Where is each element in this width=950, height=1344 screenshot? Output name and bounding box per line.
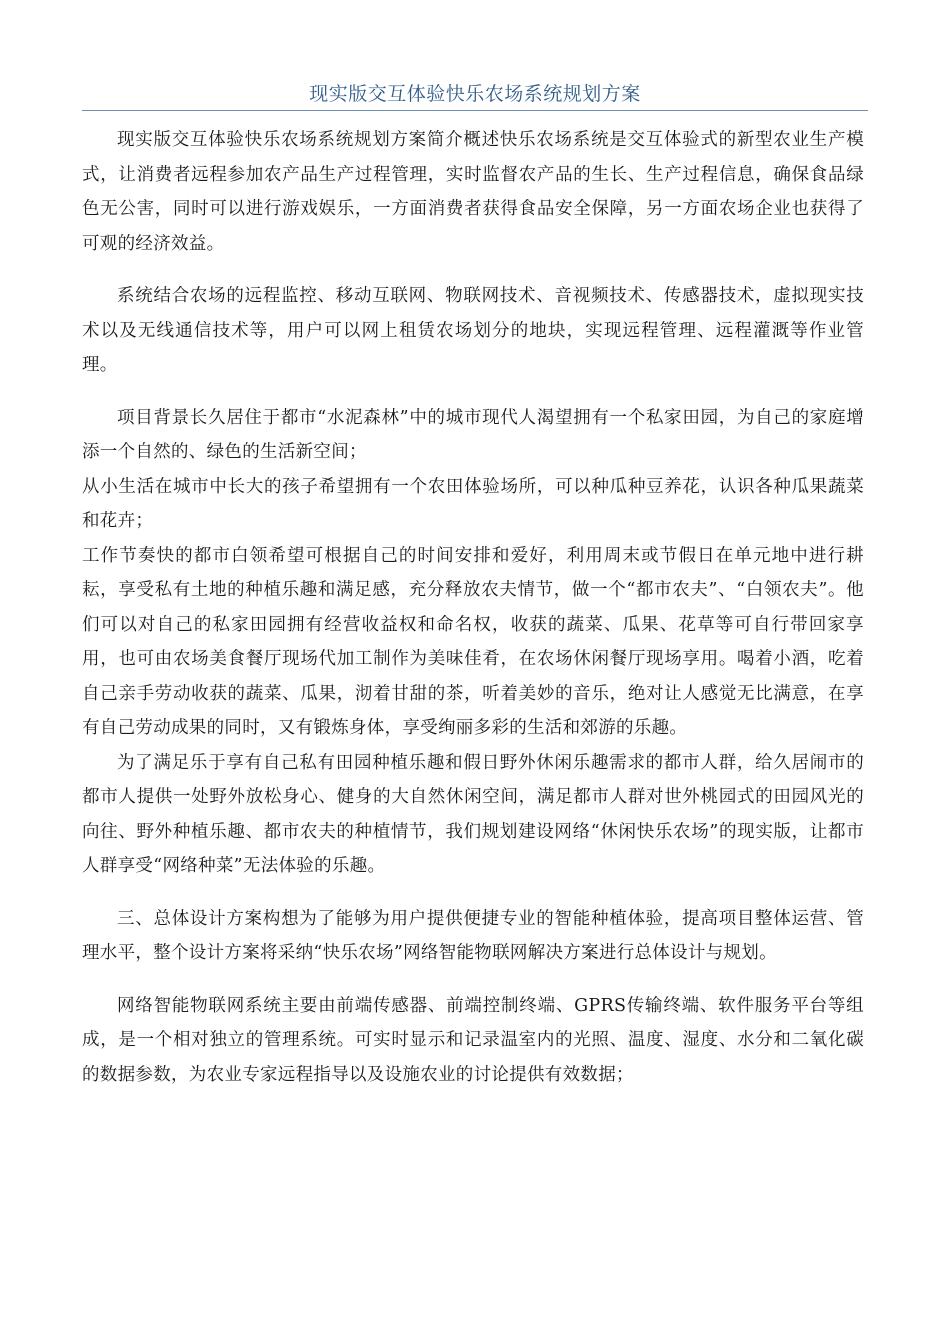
- paragraph-intro: 现实版交互体验快乐农场系统规划方案简介概述快乐农场系统是交互体验式的新型农业生产模式，让消费者远程参加农产品生产过程管理，实时监督农产品的生长、生产过程信息，确保食品绿色无公害，同时可以进行游戏娱乐，一方面消费者获得食品安全保障，另一方面农场企业也获得了可观的经济效益。: [82, 130, 864, 254]
- document-header: [82, 80, 868, 111]
- paragraph-background: 项目背景长久居住于都市“水泥森林”中的城市现代人渴望拥有一个私家田园，为自己的家庭增添一个自然的、绿色的生活新空间；: [82, 407, 864, 462]
- paragraph-children: 从小生活在城市中长大的孩子希望拥有一个农田体验场所，可以种瓜种豆养花，认识各种瓜果蔬菜和花卉；: [82, 476, 864, 531]
- paragraph-system-tech: 系统结合农场的远程监控、移动互联网、物联网技术、音视频技术、传感器技术，虚拟现实技术以及无线通信技术等，用户可以网上租赁农场划分的地块，实现远程管理、远程灌溉等作业管理。: [82, 286, 864, 375]
- document-title: 现实版交互体验快乐农场系统规划方案: [309, 83, 641, 105]
- document-body: [82, 123, 864, 1110]
- paragraph-purpose: 为了满足乐于享有自己私有田园种植乐趣和假日野外休闲乐趣需求的都市人群，给久居闹市的都市人提供一处野外放松身心、健身的大自然休闲空间，满足都市人群对世外桃园式的田园风光的向往、野外种植乐趣、都市农夫的种植情节，我们规划建设网络“休闲快乐农场”的现实版，让都市人群享受“网络种菜”无法体验的乐趣。: [82, 752, 864, 876]
- paragraph-white-collar: 工作节奏快的都市白领希望可根据自己的时间安排和爱好，利用周末或节假日在单元地中进行耕耘，享受私有土地的种植乐趣和满足感，充分释放农夫情节，做一个“都市农夫”、“白领农夫”。他们可以对自己的私家田园拥有经营收益权和命名权，收获的蔬菜、瓜果、花草等可自行带回家享用，也可由农场美食餐厅现场代加工制作为美味佳肴，在农场休闲餐厅现场享用。喝着小酒，吃着自己亲手劳动收获的蔬菜、瓜果，沏着甘甜的茶，听着美妙的音乐，绝对让人感觉无比满意，在享有自己劳动成果的同时，又有锻炼身体，享受绚丽多彩的生活和郊游的乐趣。: [82, 545, 864, 738]
- paragraph-design-concept: 三、总体设计方案构想为了能够为用户提供便捷专业的智能种植体验，提高项目整体运营、管理水平，整个设计方案将采纳“快乐农场”网络智能物联网解决方案进行总体设计与规划。: [82, 908, 864, 963]
- paragraph-iot-system: 网络智能物联网系统主要由前端传感器、前端控制终端、GPRS传输终端、软件服务平台等组成，是一个相对独立的管理系统。可实时显示和记录温室内的光照、温度、湿度、水分和二氧化碳的数据参数，为农业专家远程指导以及设施农业的讨论提供有效数据；: [82, 995, 864, 1085]
